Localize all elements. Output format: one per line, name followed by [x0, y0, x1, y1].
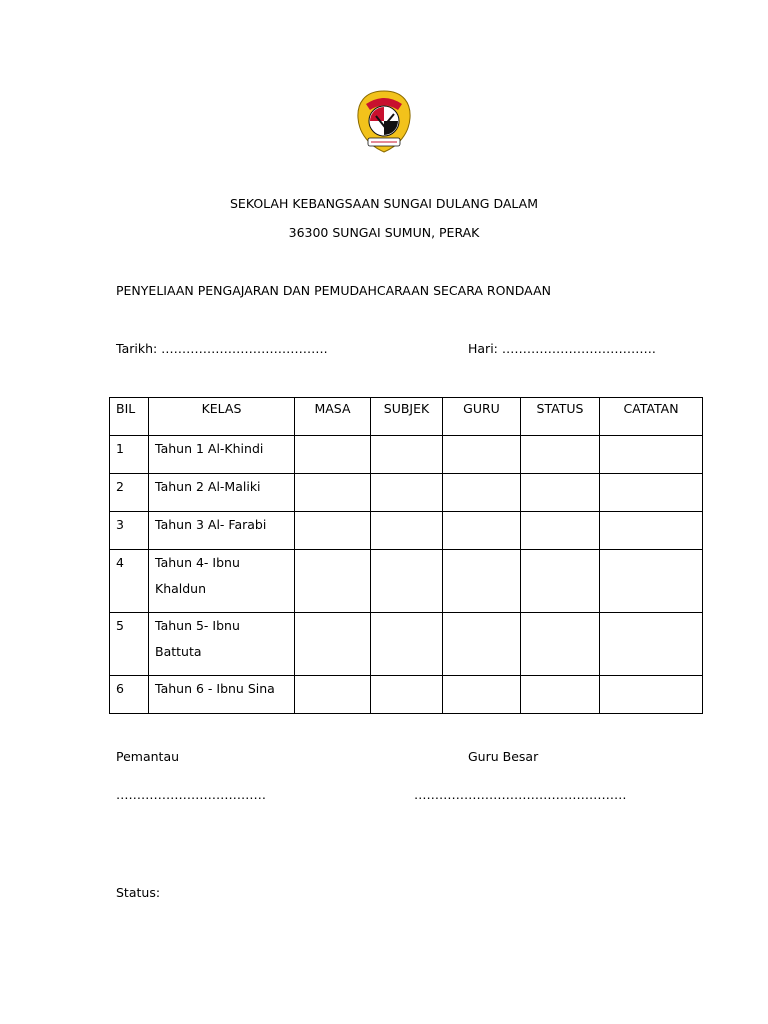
status-cell[interactable] — [521, 613, 600, 676]
row-number: 3 — [110, 512, 149, 550]
masa-cell[interactable] — [295, 550, 371, 613]
table-row — [110, 676, 703, 714]
catatan-cell[interactable] — [600, 512, 703, 550]
class-name: Tahun 2 Al-Maliki — [149, 474, 295, 512]
status-label: Status: — [116, 885, 161, 900]
monitor-label: Pemantau — [116, 749, 180, 764]
catatan-cell[interactable] — [600, 613, 703, 676]
class-name: Tahun 1 Al-Khindi — [149, 436, 295, 474]
class-name: Tahun 5- Ibnu Battuta — [149, 613, 295, 676]
monitor-signature-line[interactable]: ……………………………… — [116, 787, 266, 802]
school-address: 36300 SUNGAI SUMUN, PERAK — [288, 225, 480, 240]
rondaan-table — [109, 397, 703, 714]
subjek-cell[interactable] — [371, 613, 443, 676]
headmaster-signature-line[interactable]: …………………………………………… — [414, 787, 627, 802]
guru-cell[interactable] — [443, 676, 521, 714]
form-title: PENYELIAAN PENGAJARAN DAN PEMUDAHCARAAN SECARA RONDAAN — [116, 283, 551, 298]
column-header-guru: GURU — [443, 398, 521, 436]
catatan-cell[interactable] — [600, 550, 703, 613]
class-name: Tahun 6 - Ibnu Sina — [149, 676, 295, 714]
masa-cell[interactable] — [295, 676, 371, 714]
guru-cell[interactable] — [443, 550, 521, 613]
catatan-cell[interactable] — [600, 676, 703, 714]
table-row — [110, 474, 703, 512]
subjek-cell[interactable] — [371, 550, 443, 613]
status-cell[interactable] — [521, 550, 600, 613]
masa-cell[interactable] — [295, 512, 371, 550]
column-header-status: STATUS — [521, 398, 600, 436]
subjek-cell[interactable] — [371, 474, 443, 512]
status-cell[interactable] — [521, 474, 600, 512]
subjek-cell[interactable] — [371, 512, 443, 550]
guru-cell[interactable] — [443, 613, 521, 676]
subjek-cell[interactable] — [371, 676, 443, 714]
table-header-row — [110, 398, 703, 436]
school-name: SEKOLAH KEBANGSAAN SUNGAI DULANG DALAM — [229, 196, 539, 211]
column-header-subjek: SUBJEK — [371, 398, 443, 436]
headmaster-label: Guru Besar — [468, 749, 539, 764]
day-field[interactable]: Hari: ………………………………. — [468, 341, 656, 356]
guru-cell[interactable] — [443, 512, 521, 550]
row-number: 1 — [110, 436, 149, 474]
column-header-bil: BIL — [110, 398, 149, 436]
row-number: 6 — [110, 676, 149, 714]
column-header-kelas: KELAS — [149, 398, 295, 436]
guru-cell[interactable] — [443, 474, 521, 512]
masa-cell[interactable] — [295, 436, 371, 474]
table-row — [110, 550, 703, 613]
status-cell[interactable] — [521, 512, 600, 550]
masa-cell[interactable] — [295, 474, 371, 512]
row-number: 5 — [110, 613, 149, 676]
row-number: 4 — [110, 550, 149, 613]
class-name: Tahun 4- Ibnu Khaldun — [149, 550, 295, 613]
guru-cell[interactable] — [443, 436, 521, 474]
status-cell[interactable] — [521, 676, 600, 714]
masa-cell[interactable] — [295, 613, 371, 676]
row-number: 2 — [110, 474, 149, 512]
column-header-catatan: CATATAN — [600, 398, 703, 436]
catatan-cell[interactable] — [600, 436, 703, 474]
table-row — [110, 613, 703, 676]
catatan-cell[interactable] — [600, 474, 703, 512]
subjek-cell[interactable] — [371, 436, 443, 474]
column-header-masa: MASA — [295, 398, 371, 436]
school-crest-icon — [354, 88, 414, 156]
table-row — [110, 512, 703, 550]
class-name: Tahun 3 Al- Farabi — [149, 512, 295, 550]
date-field[interactable]: Tarikh: …………………………………. — [116, 341, 328, 356]
table-row — [110, 436, 703, 474]
status-cell[interactable] — [521, 436, 600, 474]
